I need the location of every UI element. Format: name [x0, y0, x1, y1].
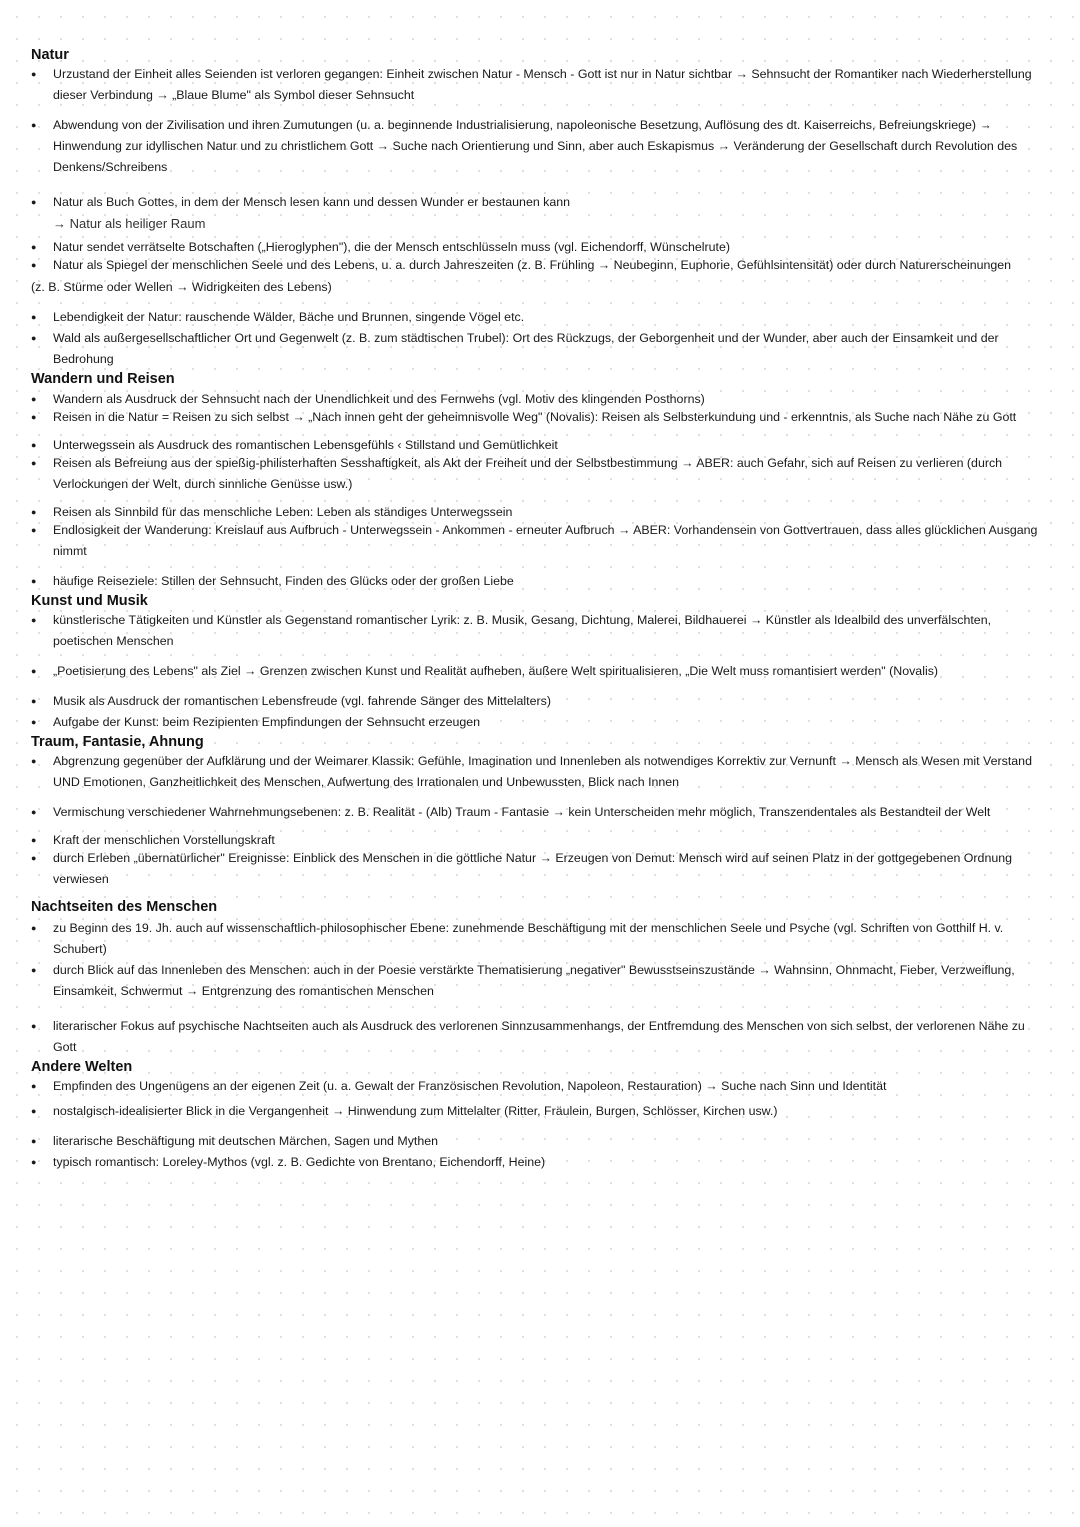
section-title-wandern: Wandern und Reisen — [31, 371, 175, 387]
section-nacht — [31, 898, 1050, 1058]
list-item: ● Urzustand der Einheit alles Seienden ist verloren gegangen: Einheit zwischen Natur - Mensch - Gott ist nur in Natur sichtbar → Sehnsucht der Romantiker nach Wiederherstellung dieser Verbindung → „Blaue Blume" als Symbol dieser Sehnsucht — [31, 64, 1050, 106]
section-traum — [31, 733, 1050, 890]
list-item: ● Aufgabe der Kunst: beim Rezipienten Empfindungen der Sehnsucht erzeugen — [31, 712, 1050, 733]
list-item: ● durch Blick auf das Innenleben des Menschen: auch in der Poesie verstärkte Thematisierung „negativer" Bewusstseinszustände → Wahnsinn, Ohnmacht, Fieber, Verzweiflung, Einsamkeit, Schwermut → Entgrenzung des romantischen Menschen — [31, 960, 1050, 1002]
list-item: ● Empfinden des Ungenügens an der eigenen Zeit (u. a. Gewalt der Französischen Revolution, Napoleon, Restauration) → Suche nach Sinn und Identität — [31, 1076, 1050, 1097]
list-item: ● Endlosigkeit der Wanderung: Kreislauf aus Aufbruch - Unterwegssein - Ankommen - erneuter Aufbruch → ABER: Vorhandensein von Gottvertrauen, dass alles glücklichen Ausgang nimmt — [31, 520, 1050, 562]
traum-list — [31, 751, 1050, 890]
list-item: ● Reisen als Befreiung aus der spießig-philisterhaften Sesshaftigkeit, als Akt der Freiheit und der Selbstbestimmung → ABER: auch Gefahr, sich auf Reisen zu verlieren (durch Verlockungen der Welt, durch sinnliche Genüsse usw.) — [31, 453, 1050, 495]
list-item: ● literarische Beschäftigung mit deutschen Märchen, Sagen und Mythen — [31, 1131, 1050, 1152]
section-kunst — [31, 592, 1050, 733]
list-item: ● Abgrenzung gegenüber der Aufklärung und der Weimarer Klassik: Gefühle, Imagination und Innenleben als notwendiges Korrektiv zur Vernunft → Mensch als Wesen mit Verstand UND Emotionen, Ganzheitlichkeit des Menschen, Aufwertung des Irrationalen und Unbewussten, Blick nach Innen — [31, 751, 1050, 793]
list-item: ● Natur als Buch Gottes, in dem der Mensch lesen kann und dessen Wunder er bestaunen kann — [31, 192, 1050, 213]
sub-line: → Natur als heiliger Raum — [53, 216, 206, 231]
list-item: ● durch Erleben „übernatürlicher" Ereignisse: Einblick des Menschen in die göttliche Natur → Erzeugen von Demut: Mensch wird auf seinen Platz in der gottgegebenen Ordnung verwiesen — [31, 848, 1050, 890]
list-item: ● Wandern als Ausdruck der Sehnsucht nach der Unendlichkeit und des Fernwehs (vgl. Motiv des klingenden Posthorns) — [31, 391, 1050, 407]
natur-list — [31, 64, 1050, 213]
list-item: ● typisch romantisch: Loreley-Mythos (vgl. z. B. Gedichte von Brentano, Eichendorff, Heine) — [31, 1152, 1050, 1173]
section-natur — [31, 46, 1050, 370]
list-item: ● Abwendung von der Zivilisation und ihren Zumutungen (u. a. beginnende Industrialisierung, napoleonische Besetzung, Auflösung des dt. Kaiserreichs, Befreiungskriege) → Hinwendung zur idyllischen Natur und zu christlichem Gott → Suche nach Orientierung und Sinn, aber auch Eskapismus → Veränderung der Gesellschaft durch Revolution des Denkens/Schreibens — [31, 115, 1050, 178]
list-item: ● literarischer Fokus auf psychische Nachtseiten auch als Ausdruck des verlorenen Sinnzusammenhangs, der Entfremdung des Menschen von sich selbst, der verlorenen Nähe zu Gott — [31, 1016, 1050, 1058]
kunst-list — [31, 610, 1050, 733]
natur-list-2 — [31, 237, 1050, 273]
section-title-nacht: Nachtseiten des Menschen — [31, 899, 218, 915]
list-item: ● Musik als Ausdruck der romantischen Lebensfreude (vgl. fahrende Sänger des Mittelalters) — [31, 691, 1050, 712]
list-item: ● zu Beginn des 19. Jh. auch auf wissenschaftlich-philosophischer Ebene: zunehmende Beschäftigung mit der menschlichen Seele und Psyche (vgl. Schriften von Gotthilf H. v. Schubert) — [31, 918, 1050, 960]
list-item: ● nostalgisch-idealisierter Blick in die Vergangenheit → Hinwendung zum Mittelalter (Ritter, Fräulein, Burgen, Schlösser, Kirchen usw.) — [31, 1101, 1050, 1122]
welten-list — [31, 1076, 1050, 1173]
section-title-traum: Traum, Fantasie, Ahnung — [31, 734, 204, 750]
list-item: ● Reisen als Sinnbild für das menschliche Leben: Leben als ständiges Unterwegssein — [31, 504, 1050, 520]
list-item: ● Unterwegssein als Ausdruck des romantischen Lebensgefühls ‹ Stillstand und Gemütlichkeit — [31, 437, 1050, 453]
list-item: ● Wald als außergesellschaftlicher Ort und Gegenwelt (z. B. zum städtischen Trubel): Ort des Rückzugs, der Geborgenheit und der Wunder, aber auch der Einsamkeit und der Bedrohung — [31, 328, 1050, 370]
section-title-kunst: Kunst und Musik — [31, 593, 148, 609]
section-title-welten: Andere Welten — [31, 1059, 133, 1075]
section-wandern — [31, 370, 1050, 592]
list-item: ● Lebendigkeit der Natur: rauschende Wälder, Bäche und Brunnen, singende Vögel etc. — [31, 307, 1050, 328]
list-item: ● „Poetisierung des Lebens" als Ziel → Grenzen zwischen Kunst und Realität aufheben, äußere Welt spiritualisieren, „Die Welt muss romantisiert werden" (Novalis) — [31, 661, 1050, 682]
wandern-list — [31, 391, 1050, 592]
list-item: ● häufige Reiseziele: Stillen der Sehnsucht, Finden des Glücks oder der großen Liebe — [31, 571, 1050, 592]
section-welten — [31, 1058, 1050, 1173]
continuation-line: (z. B. Stürme oder Wellen → Widrigkeiten des Lebens) — [31, 280, 332, 294]
section-title-natur: Natur — [31, 47, 69, 63]
list-item: ● künstlerische Tätigkeiten und Künstler als Gegenstand romantischer Lyrik: z. B. Musik, Gesang, Dichtung, Malerei, Bildhauerei → Künstler als Idealbild des unverfälschten, poetischen Menschen — [31, 610, 1050, 652]
nacht-list — [31, 918, 1050, 1058]
list-item: ● Natur als Spiegel der menschlichen Seele und des Lebens, u. a. durch Jahreszeiten (z. B. Frühling → Neubeginn, Euphorie, Gefühlsintensität) oder durch Naturerscheinungen — [31, 258, 1050, 273]
list-item: ● Kraft der menschlichen Vorstellungskraft — [31, 832, 1050, 848]
list-item: ● Vermischung verschiedener Wahrnehmungsebenen: z. B. Realität - (Alb) Traum - Fantasie → kein Unterscheiden mehr möglich, Transzendentales als Bestandteil der Welt — [31, 802, 1050, 823]
list-item: ● Natur sendet verrätselte Botschaften („Hieroglyphen"), die der Mensch entschlüsseln muss (vgl. Eichendorff, Wünschelrute) — [31, 237, 1050, 258]
list-item: ● Reisen in die Natur = Reisen zu sich selbst → „Nach innen geht der geheimnisvolle Weg" (Novalis): Reisen als Selbsterkundung und - erkenntnis, als Suche nach Nähe zu Gott — [31, 407, 1050, 428]
natur-list-3 — [31, 307, 1050, 370]
